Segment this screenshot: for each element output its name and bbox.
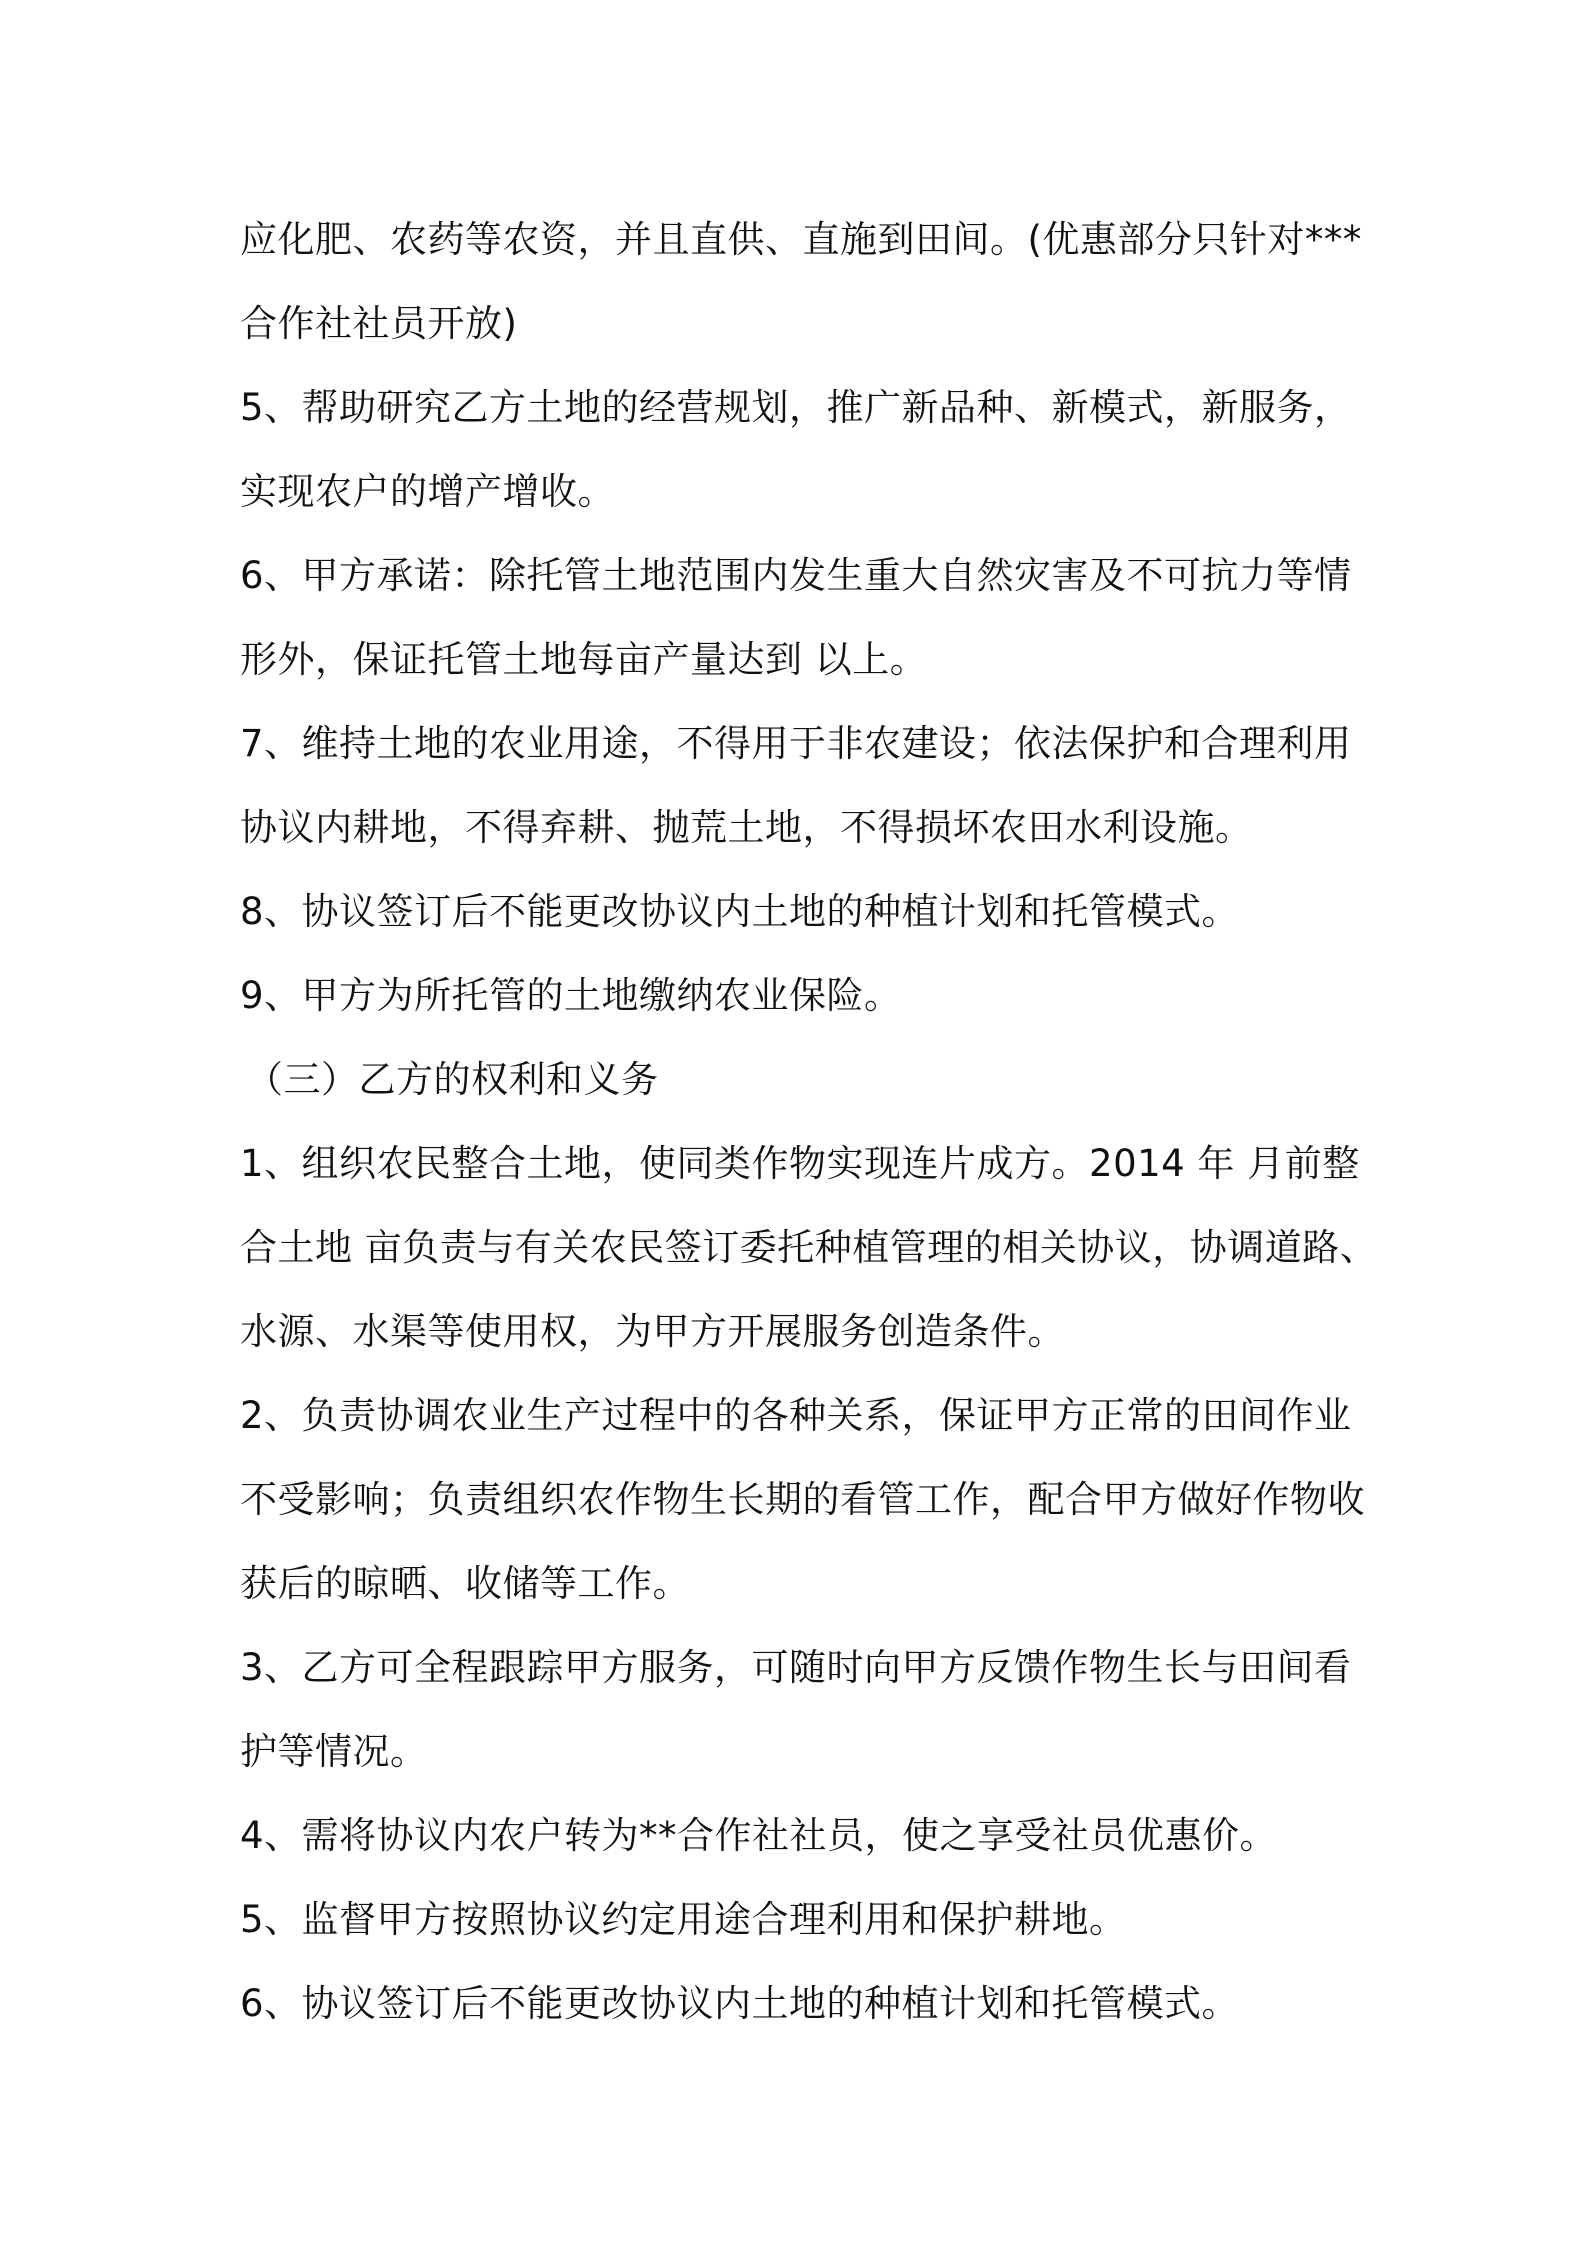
paragraph-line: 形外，保证托管土地每亩产量达到 以上。: [240, 638, 928, 681]
document-page: [240, 198, 1378, 2046]
paragraph-line: 6、甲方承诺：除托管土地范围内发生重大自然灾害及不可抗力等情: [240, 554, 1352, 597]
paragraph-line: 6、协议签订后不能更改协议内土地的种植计划和托管模式。: [240, 1982, 1240, 2025]
paragraph-line: 水源、水渠等使用权，为甲方开展服务创造条件。: [240, 1310, 1065, 1353]
paragraph-line: 3、乙方可全程跟踪甲方服务，可随时向甲方反馈作物生长与田间看: [240, 1646, 1352, 1689]
paragraph-line: 实现农户的增产增收。: [240, 470, 615, 513]
paragraph-line: 协议内耕地，不得弃耕、抛荒土地，不得损坏农田水利设施。: [240, 806, 1253, 849]
paragraph-line: 7、维持土地的农业用途，不得用于非农建设；依法保护和合理利用: [240, 722, 1352, 765]
paragraph-line: 5、监督甲方按照协议约定用途合理利用和保护耕地。: [240, 1898, 1127, 1941]
paragraph-line: 应化肥、农药等农资，并且直供、直施到田间。(优惠部分只针对***: [240, 218, 1362, 261]
paragraph-line: 2、负责协调农业生产过程中的各种关系，保证甲方正常的田间作业: [240, 1394, 1352, 1437]
paragraph-line: 4、需将协议内农户转为**合作社社员，使之享受社员优惠价。: [240, 1814, 1278, 1857]
paragraph-line: 8、协议签订后不能更改协议内土地的种植计划和托管模式。: [240, 890, 1240, 933]
paragraph-line: 9、甲方为所托管的土地缴纳农业保险。: [240, 974, 902, 1017]
section-heading: （三）乙方的权利和义务: [246, 1058, 659, 1101]
paragraph-line: 获后的晾晒、收储等工作。: [240, 1562, 690, 1605]
paragraph-line: 护等情况。: [240, 1730, 428, 1773]
paragraph-line: 合作社社员开放): [240, 302, 518, 345]
paragraph-line: 不受影响；负责组织农作物生长期的看管工作，配合甲方做好作物收: [240, 1478, 1365, 1521]
paragraph-line: 5、帮助研究乙方土地的经营规划，推广新品种、新模式，新服务，: [240, 386, 1352, 429]
paragraph-line: 1、组织农民整合土地，使同类作物实现连片成方。2014 年 月前整: [240, 1142, 1360, 1185]
paragraph-line: 合土地 亩负责与有关农民签订委托种植管理的相关协议，协调道路、: [240, 1226, 1378, 1269]
